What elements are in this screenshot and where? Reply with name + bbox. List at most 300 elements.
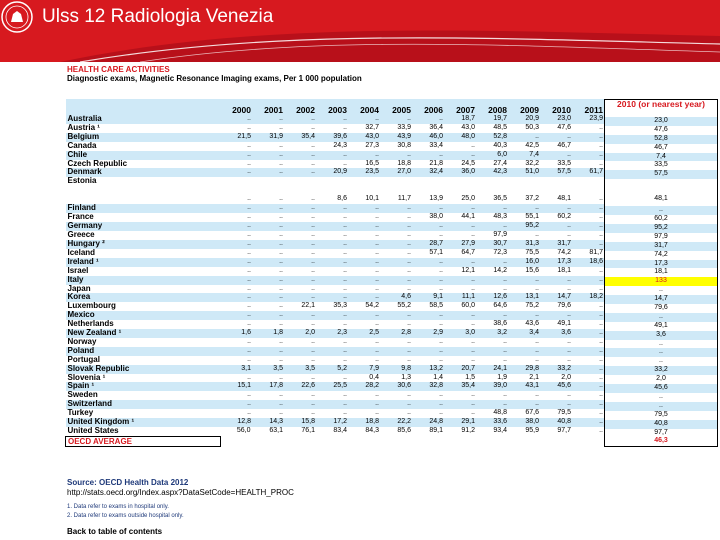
year-header: 2003 (317, 99, 349, 115)
value-cell: .. (285, 320, 317, 329)
value-cell: .. (445, 347, 477, 356)
value-cell: .. (253, 293, 285, 302)
value-cell: .. (349, 409, 381, 418)
value-cell: 30,7 (477, 240, 509, 249)
value-cell: .. (509, 285, 541, 294)
value-cell: 47,6 (541, 124, 573, 133)
value-cell: 18,8 (381, 160, 413, 169)
value-cell: .. (349, 222, 381, 231)
value-cell: .. (509, 356, 541, 365)
value-cell: .. (413, 204, 445, 213)
table-row (66, 338, 606, 347)
value-cell: .. (381, 320, 413, 329)
value-cell: .. (509, 231, 541, 240)
value-cell: 2,1 (509, 374, 541, 383)
table-row (66, 133, 606, 142)
value-cell: .. (253, 409, 285, 418)
value-cell: .. (573, 142, 605, 151)
country-name: Denmark (66, 168, 221, 177)
country-name: Israel (66, 267, 221, 276)
value-cell: .. (285, 338, 317, 347)
value-cell: .. (573, 347, 605, 356)
value-cell: .. (221, 374, 254, 383)
value-cell: 13,1 (509, 293, 541, 302)
value-cell: .. (509, 347, 541, 356)
latest-value-cell: 57,5 (605, 170, 717, 179)
value-cell: .. (413, 285, 445, 294)
value-cell: .. (477, 356, 509, 365)
latest-year-header: 2010 (or nearest year) (605, 100, 717, 117)
value-cell: .. (253, 347, 285, 356)
value-cell: .. (221, 285, 254, 294)
value-cell: .. (381, 231, 413, 240)
table-row (66, 240, 606, 249)
value-cell: 48,1 (541, 177, 573, 204)
country-name: Ireland ¹ (66, 258, 221, 267)
latest-value-cell: 23,0 (605, 117, 717, 126)
value-cell: .. (285, 213, 317, 222)
value-cell: .. (253, 115, 285, 124)
table-row (66, 168, 606, 177)
value-cell: 36,5 (477, 177, 509, 204)
latest-value-cell: .. (605, 348, 717, 357)
value-cell: .. (509, 391, 541, 400)
value-cell: .. (445, 311, 477, 320)
back-to-contents-link[interactable]: Back to table of contents (67, 527, 163, 536)
value-cell: 12,6 (477, 293, 509, 302)
value-cell: 97,9 (477, 231, 509, 240)
value-cell: .. (477, 222, 509, 231)
value-cell: 1,9 (477, 374, 509, 383)
value-cell: .. (253, 124, 285, 133)
latest-year-column (604, 99, 718, 447)
value-cell: 17,2 (317, 418, 349, 427)
lion-seal-icon (0, 0, 34, 34)
country-name: United States (66, 427, 221, 436)
value-cell: .. (349, 293, 381, 302)
value-cell: 15,6 (509, 267, 541, 276)
value-cell: .. (317, 320, 349, 329)
latest-value-cell: 2,0 (605, 375, 717, 384)
value-cell: .. (541, 391, 573, 400)
value-cell: 33,9 (381, 124, 413, 133)
value-cell: 25,0 (445, 177, 477, 204)
value-cell: .. (445, 142, 477, 151)
value-cell: .. (349, 338, 381, 347)
value-cell: .. (381, 222, 413, 231)
country-name: Germany (66, 222, 221, 231)
value-cell: 72,3 (477, 249, 509, 258)
year-header-row (66, 99, 606, 115)
country-name: Italy (66, 276, 221, 285)
table-row (66, 382, 606, 391)
value-cell: 0,4 (349, 374, 381, 383)
year-header: 2006 (413, 99, 445, 115)
value-cell: 3,2 (477, 329, 509, 338)
value-cell: .. (349, 258, 381, 267)
value-cell: .. (573, 124, 605, 133)
value-cell: .. (221, 160, 254, 169)
value-cell: 40,8 (541, 418, 573, 427)
value-cell: .. (285, 285, 317, 294)
table-row (66, 391, 606, 400)
value-cell: 35,3 (317, 302, 349, 311)
value-cell: 37,2 (509, 177, 541, 204)
value-cell: .. (541, 231, 573, 240)
value-cell: 84,3 (349, 427, 381, 436)
value-cell: .. (413, 400, 445, 409)
value-cell: 36,0 (445, 168, 477, 177)
value-cell: .. (285, 168, 317, 177)
value-cell: 55,1 (509, 213, 541, 222)
value-cell: 16,0 (509, 258, 541, 267)
value-cell: .. (285, 267, 317, 276)
table-row (66, 427, 606, 436)
value-cell: .. (253, 267, 285, 276)
value-cell: 43,0 (445, 124, 477, 133)
value-cell: 23,9 (573, 115, 605, 124)
year-header: 2009 (509, 99, 541, 115)
value-cell: 27,3 (349, 142, 381, 151)
table-row (66, 365, 606, 374)
year-header: 2007 (445, 99, 477, 115)
year-header: 2010 (541, 99, 573, 115)
value-cell: .. (381, 356, 413, 365)
value-cell: .. (413, 347, 445, 356)
value-cell: 79,6 (541, 302, 573, 311)
value-cell: .. (285, 231, 317, 240)
value-cell: .. (413, 391, 445, 400)
value-cell: .. (381, 240, 413, 249)
value-cell: .. (285, 124, 317, 133)
latest-value-cell: .. (605, 357, 717, 366)
country-name: Slovenia ¹ (66, 374, 221, 383)
value-cell: 24,1 (477, 365, 509, 374)
value-cell: 57,1 (413, 249, 445, 258)
value-cell: .. (285, 240, 317, 249)
latest-value-cell: 60,2 (605, 215, 717, 224)
value-cell: .. (573, 311, 605, 320)
value-cell: .. (573, 133, 605, 142)
value-cell: 29,1 (445, 418, 477, 427)
table-row (66, 267, 606, 276)
latest-value-cell: 49,1 (605, 322, 717, 331)
value-cell: 52,8 (477, 133, 509, 142)
value-cell: .. (317, 311, 349, 320)
value-cell: .. (477, 204, 509, 213)
value-cell: .. (285, 293, 317, 302)
value-cell: .. (381, 285, 413, 294)
value-cell: .. (573, 365, 605, 374)
value-cell: .. (221, 124, 254, 133)
value-cell: .. (253, 311, 285, 320)
table-row (66, 177, 606, 204)
value-cell: 3,0 (445, 329, 477, 338)
value-cell: .. (477, 391, 509, 400)
title-banner (0, 0, 720, 62)
value-cell: 31,9 (253, 133, 285, 142)
value-cell: .. (317, 240, 349, 249)
latest-value-cell: 133 (605, 277, 717, 286)
value-cell: 38,6 (477, 320, 509, 329)
value-cell: 18,2 (573, 293, 605, 302)
value-cell: .. (477, 338, 509, 347)
value-cell: 2,0 (541, 374, 573, 383)
country-name: Austria ¹ (66, 124, 221, 133)
table-row (66, 356, 606, 365)
value-cell: 45,6 (541, 382, 573, 391)
value-cell: .. (285, 400, 317, 409)
value-cell: .. (573, 222, 605, 231)
value-cell: .. (477, 276, 509, 285)
value-cell: 11,7 (381, 177, 413, 204)
value-cell: .. (381, 267, 413, 276)
value-cell: .. (413, 409, 445, 418)
latest-value-cell: 31,7 (605, 242, 717, 251)
value-cell: 30,6 (381, 382, 413, 391)
value-cell: 76,1 (285, 427, 317, 436)
value-cell: 14,3 (253, 418, 285, 427)
table-row (66, 320, 606, 329)
value-cell: .. (285, 222, 317, 231)
value-cell: .. (445, 231, 477, 240)
value-cell: .. (285, 249, 317, 258)
country-name: Belgium (66, 133, 221, 142)
value-cell: 48,5 (477, 124, 509, 133)
value-cell: 55,2 (381, 302, 413, 311)
value-cell: .. (317, 293, 349, 302)
value-cell: 28,2 (349, 382, 381, 391)
value-cell: .. (349, 320, 381, 329)
value-cell: 43,6 (509, 320, 541, 329)
country-name: Korea (66, 293, 221, 302)
value-cell: 97,7 (541, 427, 573, 436)
value-cell: 36,4 (413, 124, 445, 133)
source-link[interactable]: http://stats.oecd.org/Index.aspx?DataSetCode=HEALTH_PROC (67, 488, 294, 497)
year-header: 2000 (221, 99, 254, 115)
value-cell: .. (253, 160, 285, 169)
latest-value-cell: .. (605, 340, 717, 349)
value-cell: .. (573, 276, 605, 285)
value-cell: 3,1 (221, 365, 254, 374)
value-cell: 91,2 (445, 427, 477, 436)
value-cell: 23,5 (349, 168, 381, 177)
value-cell: .. (253, 222, 285, 231)
country-name: Finland (66, 204, 221, 213)
value-cell: 33,4 (413, 142, 445, 151)
value-cell: 24,3 (317, 142, 349, 151)
country-name: Spain ¹ (66, 382, 221, 391)
value-cell: .. (317, 151, 349, 160)
value-cell: .. (317, 115, 349, 124)
value-cell: .. (221, 240, 254, 249)
value-cell: 6,0 (477, 151, 509, 160)
value-cell: 1,5 (445, 374, 477, 383)
value-cell: .. (317, 409, 349, 418)
value-cell: 24,5 (445, 160, 477, 169)
latest-value-cell: 95,2 (605, 224, 717, 233)
latest-value-cell: 52,8 (605, 135, 717, 144)
value-cell: .. (381, 151, 413, 160)
value-cell: .. (509, 204, 541, 213)
value-cell: .. (573, 356, 605, 365)
value-cell: 9,1 (413, 293, 445, 302)
value-cell: 28,7 (413, 240, 445, 249)
value-cell: 39,6 (317, 133, 349, 142)
value-cell: 33,2 (541, 365, 573, 374)
value-cell: 63,1 (253, 427, 285, 436)
value-cell: .. (573, 204, 605, 213)
value-cell: 43,1 (509, 382, 541, 391)
value-cell: 33,5 (541, 160, 573, 169)
value-cell: .. (253, 177, 285, 204)
value-cell: .. (541, 151, 573, 160)
value-cell: 95,2 (509, 222, 541, 231)
value-cell: 19,7 (477, 115, 509, 124)
value-cell: .. (221, 347, 254, 356)
value-cell: 48,8 (477, 409, 509, 418)
latest-value-cell: 74,2 (605, 251, 717, 260)
footnote-1: 1. Data refer to exams in hospital only. (67, 504, 169, 510)
value-cell: 2,0 (285, 329, 317, 338)
value-cell: .. (445, 400, 477, 409)
value-cell: .. (413, 356, 445, 365)
value-cell: .. (413, 231, 445, 240)
value-cell: .. (413, 258, 445, 267)
value-cell: 7,4 (509, 151, 541, 160)
value-cell: .. (381, 400, 413, 409)
value-cell: 3,4 (509, 329, 541, 338)
table-row (66, 115, 606, 124)
value-cell: .. (253, 356, 285, 365)
value-cell: .. (221, 213, 254, 222)
value-cell: .. (573, 418, 605, 427)
country-name: New Zealand ¹ (66, 329, 221, 338)
country-name: Japan (66, 285, 221, 294)
country-name: Norway (66, 338, 221, 347)
value-cell: .. (221, 302, 254, 311)
value-cell: .. (285, 409, 317, 418)
value-cell: .. (477, 258, 509, 267)
value-cell: .. (445, 338, 477, 347)
value-cell: .. (573, 329, 605, 338)
value-cell: 85,6 (381, 427, 413, 436)
value-cell: .. (221, 142, 254, 151)
value-cell: .. (253, 231, 285, 240)
latest-value-cell: 33,5 (605, 161, 717, 170)
value-cell: 51,0 (509, 168, 541, 177)
value-cell: .. (285, 115, 317, 124)
value-cell: 8,6 (317, 177, 349, 204)
value-cell: .. (541, 356, 573, 365)
value-cell: .. (541, 276, 573, 285)
value-cell: 18,7 (445, 115, 477, 124)
value-cell: .. (253, 400, 285, 409)
value-cell: .. (253, 240, 285, 249)
table-row (66, 249, 606, 258)
value-cell: .. (285, 142, 317, 151)
value-cell: .. (509, 276, 541, 285)
value-cell: 40,3 (477, 142, 509, 151)
table-row (66, 222, 606, 231)
value-cell: .. (541, 285, 573, 294)
value-cell: .. (573, 320, 605, 329)
section-title: HEALTH CARE ACTIVITIES (67, 65, 170, 74)
value-cell: 4,6 (381, 293, 413, 302)
value-cell: 32,7 (349, 124, 381, 133)
value-cell: 48,3 (477, 213, 509, 222)
value-cell: 64,6 (477, 302, 509, 311)
value-cell: 35,4 (285, 133, 317, 142)
value-cell: 16,5 (349, 160, 381, 169)
value-cell: .. (349, 285, 381, 294)
value-cell: 89,1 (413, 427, 445, 436)
table-row (66, 285, 606, 294)
value-cell: .. (573, 427, 605, 436)
value-cell: .. (221, 168, 254, 177)
value-cell: .. (221, 400, 254, 409)
value-cell: .. (221, 311, 254, 320)
value-cell: .. (413, 338, 445, 347)
value-cell: 3,6 (541, 329, 573, 338)
country-name: Canada (66, 142, 221, 151)
value-cell: .. (221, 204, 254, 213)
value-cell: .. (477, 347, 509, 356)
value-cell: .. (381, 311, 413, 320)
value-cell: 2,5 (349, 329, 381, 338)
table-row (66, 124, 606, 133)
table-row (66, 276, 606, 285)
value-cell: .. (445, 276, 477, 285)
latest-value-cell: 40,8 (605, 420, 717, 429)
latest-value-cell: .. (605, 286, 717, 295)
value-cell: 22,2 (381, 418, 413, 427)
latest-value-cell: 79,5 (605, 411, 717, 420)
value-cell: 3,5 (253, 365, 285, 374)
value-cell: .. (285, 276, 317, 285)
value-cell: 58,5 (413, 302, 445, 311)
value-cell: .. (253, 338, 285, 347)
country-name: Slovak Republic (66, 365, 221, 374)
value-cell: .. (253, 249, 285, 258)
value-cell: .. (573, 391, 605, 400)
value-cell: .. (317, 267, 349, 276)
table-subtitle: Diagnostic exams, Magnetic Resonance Imaging exams, Per 1 000 population (67, 74, 362, 83)
country-name: Mexico (66, 311, 221, 320)
value-cell: .. (413, 151, 445, 160)
value-cell: .. (349, 267, 381, 276)
value-cell: .. (253, 258, 285, 267)
value-cell: 48,0 (445, 133, 477, 142)
table-row (66, 347, 606, 356)
country-name: United Kingdom ¹ (66, 418, 221, 427)
value-cell: .. (253, 213, 285, 222)
value-cell: .. (509, 338, 541, 347)
value-cell: .. (381, 391, 413, 400)
value-cell: .. (317, 213, 349, 222)
value-cell: 1,8 (253, 329, 285, 338)
value-cell: .. (413, 115, 445, 124)
value-cell: .. (253, 151, 285, 160)
country-name: Portugal (66, 356, 221, 365)
country-name: Greece (66, 231, 221, 240)
value-cell: .. (253, 374, 285, 383)
value-cell: 32,8 (413, 382, 445, 391)
value-cell: .. (445, 258, 477, 267)
value-cell: .. (541, 400, 573, 409)
value-cell: .. (573, 177, 605, 204)
value-cell: .. (445, 391, 477, 400)
